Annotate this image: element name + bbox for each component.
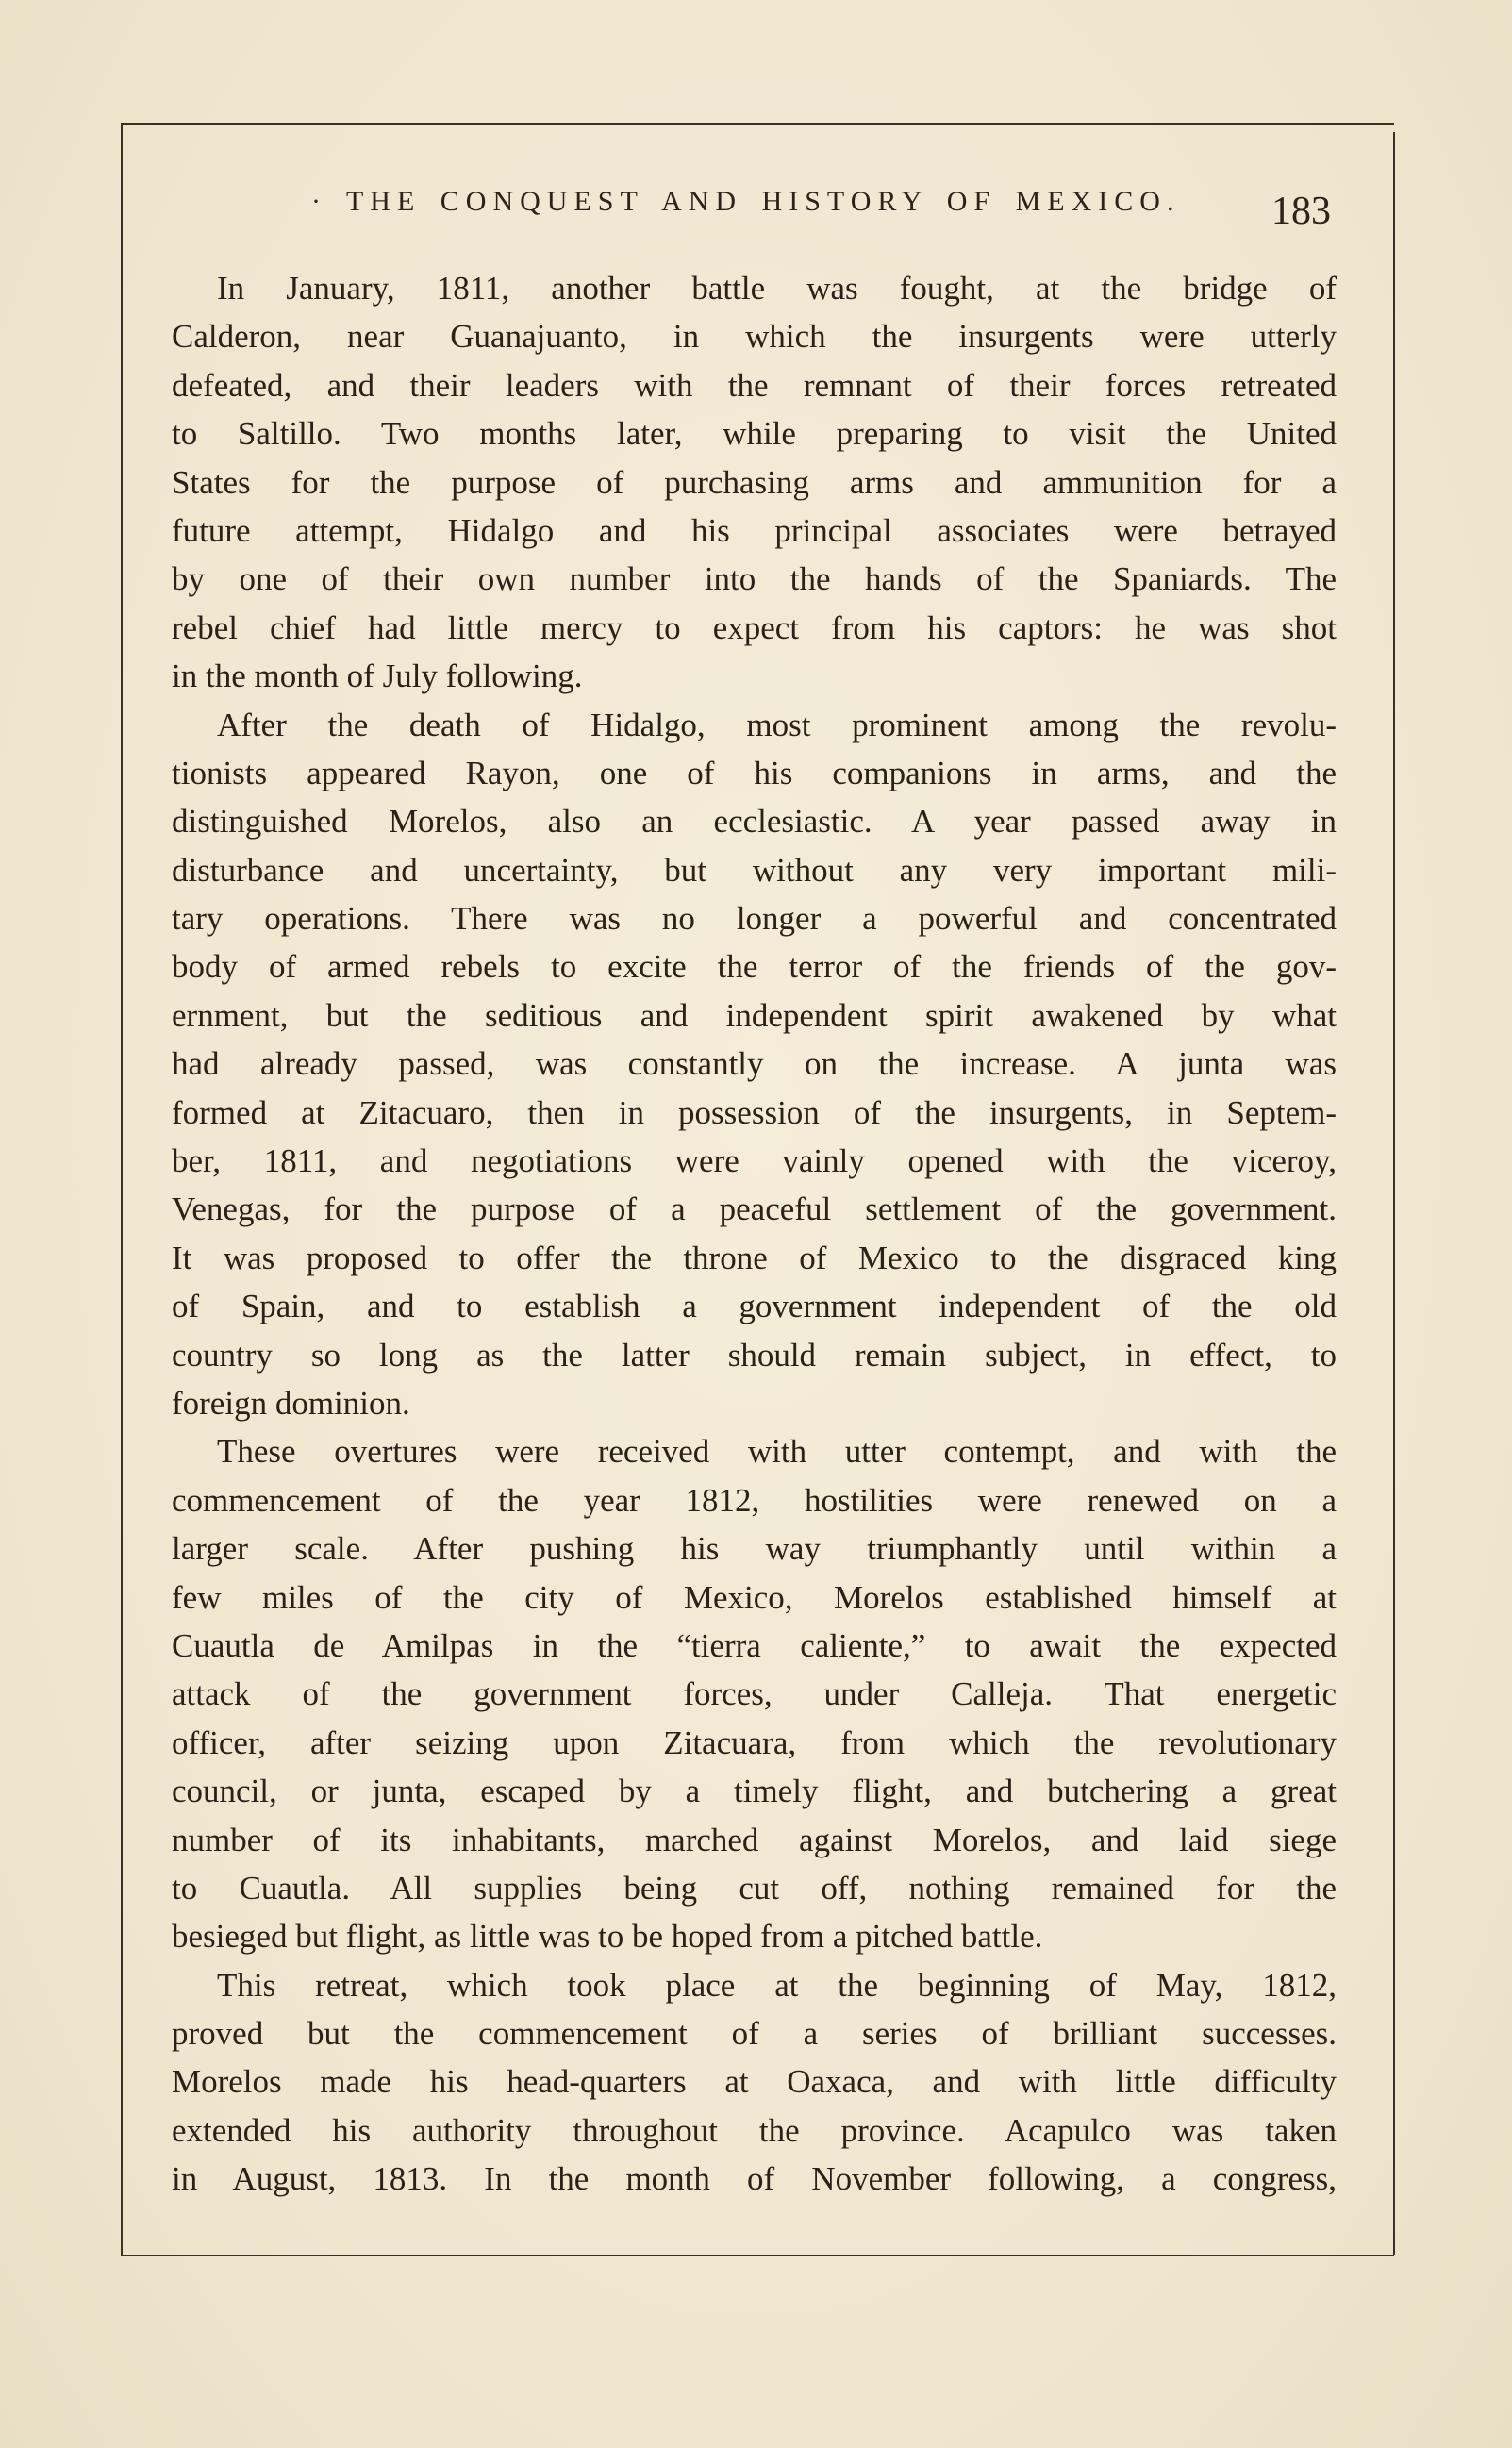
text-line: future attempt, Hidalgo and his principal associates were betrayed: [172, 511, 1337, 549]
text-line: States for the purpose of purchasing arms and ammunition for a: [172, 463, 1337, 501]
text-line: besieged but flight, as little was to be hoped from a pitched battle.: [172, 1918, 1043, 1956]
text-line: This retreat, which took place at the beginning of May, 1812,: [217, 1966, 1337, 2004]
text-line: proved but the commencement of a series of brilliant successes.: [172, 2015, 1337, 2053]
frame-top-rule: [121, 123, 1394, 125]
text-line: had already passed, was constantly on the increase. A junta was: [172, 1045, 1337, 1083]
text-line: After the death of Hidalgo, most prominent among the revolu-: [217, 706, 1337, 743]
text-line: in the month of July following.: [172, 658, 583, 695]
text-line: defeated, and their leaders with the remnant of their forces retreated: [172, 366, 1337, 404]
text-line: ernment, but the seditious and independent spirit awakened by what: [172, 996, 1337, 1034]
text-line: distinguished Morelos, also an ecclesiastic. A year passed away in: [172, 803, 1337, 841]
body-text: [172, 264, 1337, 2204]
frame-left-rule: [121, 123, 123, 2256]
frame-right-rule: [1393, 132, 1395, 2255]
text-line: body of armed rebels to excite the terror of the friends of the gov-: [172, 948, 1337, 986]
text-line: commencement of the year 1812, hostilities were renewed on a: [172, 1481, 1337, 1519]
text-line: Venegas, for the purpose of a peaceful settlement of the government.: [172, 1191, 1337, 1228]
text-line: of Spain, and to establish a government independent of the old: [172, 1288, 1337, 1325]
text-line: officer, after seizing upon Zitacuara, from which the revolutionary: [172, 1724, 1337, 1761]
text-line: to Saltillo. Two months later, while preparing to visit the United: [172, 415, 1337, 453]
text-line: country so long as the latter should remain subject, in effect, to: [172, 1336, 1337, 1374]
text-line: attack of the government forces, under Calleja. That energetic: [172, 1675, 1337, 1713]
text-line: ber, 1811, and negotiations were vainly opened with the viceroy,: [172, 1142, 1337, 1180]
text-line: Morelos made his head-quarters at Oaxaca, and with little difficulty: [172, 2063, 1337, 2101]
text-line: larger scale. After pushing his way triumphantly until within a: [172, 1530, 1337, 1568]
frame-bottom-rule: [121, 2255, 1394, 2256]
text-line: disturbance and uncertainty, but without any very important mili-: [172, 851, 1337, 889]
text-line: extended his authority throughout the province. Acapulco was taken: [172, 2111, 1337, 2149]
text-line: In January, 1811, another battle was fought, at the bridge of: [217, 270, 1337, 307]
text-line: few miles of the city of Mexico, Morelos established himself at: [172, 1578, 1337, 1616]
text-line: rebel chief had little mercy to expect from his captors: he was shot: [172, 608, 1337, 646]
text-line: formed at Zitacuaro, then in possession of the insurgents, in Septem-: [172, 1093, 1337, 1131]
text-line: tionists appeared Rayon, one of his companions in arms, and the: [172, 754, 1337, 791]
text-line: Calderon, near Guanajuanto, in which the insurgents were utterly: [172, 318, 1337, 356]
text-line: number of its inhabitants, marched against Morelos, and laid siege: [172, 1821, 1337, 1858]
text-line: by one of their own number into the hands of the Spaniards. The: [172, 560, 1337, 598]
page-number: 183: [1271, 190, 1331, 233]
text-line: It was proposed to offer the throne of Mexico to the disgraced king: [172, 1239, 1337, 1276]
running-head: · THE CONQUEST AND HISTORY OF MEXICO.: [311, 186, 1181, 217]
text-line: tary operations. There was no longer a powerful and concentrated: [172, 900, 1337, 938]
text-line: foreign dominion.: [172, 1384, 410, 1422]
text-line: council, or junta, escaped by a timely flight, and butchering a great: [172, 1773, 1337, 1810]
text-line: to Cuautla. All supplies being cut off, nothing remained for the: [172, 1869, 1337, 1907]
text-line: Cuautla de Amilpas in the “tierra caliente,” to await the expected: [172, 1626, 1337, 1664]
text-line: These overtures were received with utter contempt, and with the: [217, 1433, 1337, 1471]
text-line: in August, 1813. In the month of November following, a congress,: [172, 2160, 1337, 2198]
